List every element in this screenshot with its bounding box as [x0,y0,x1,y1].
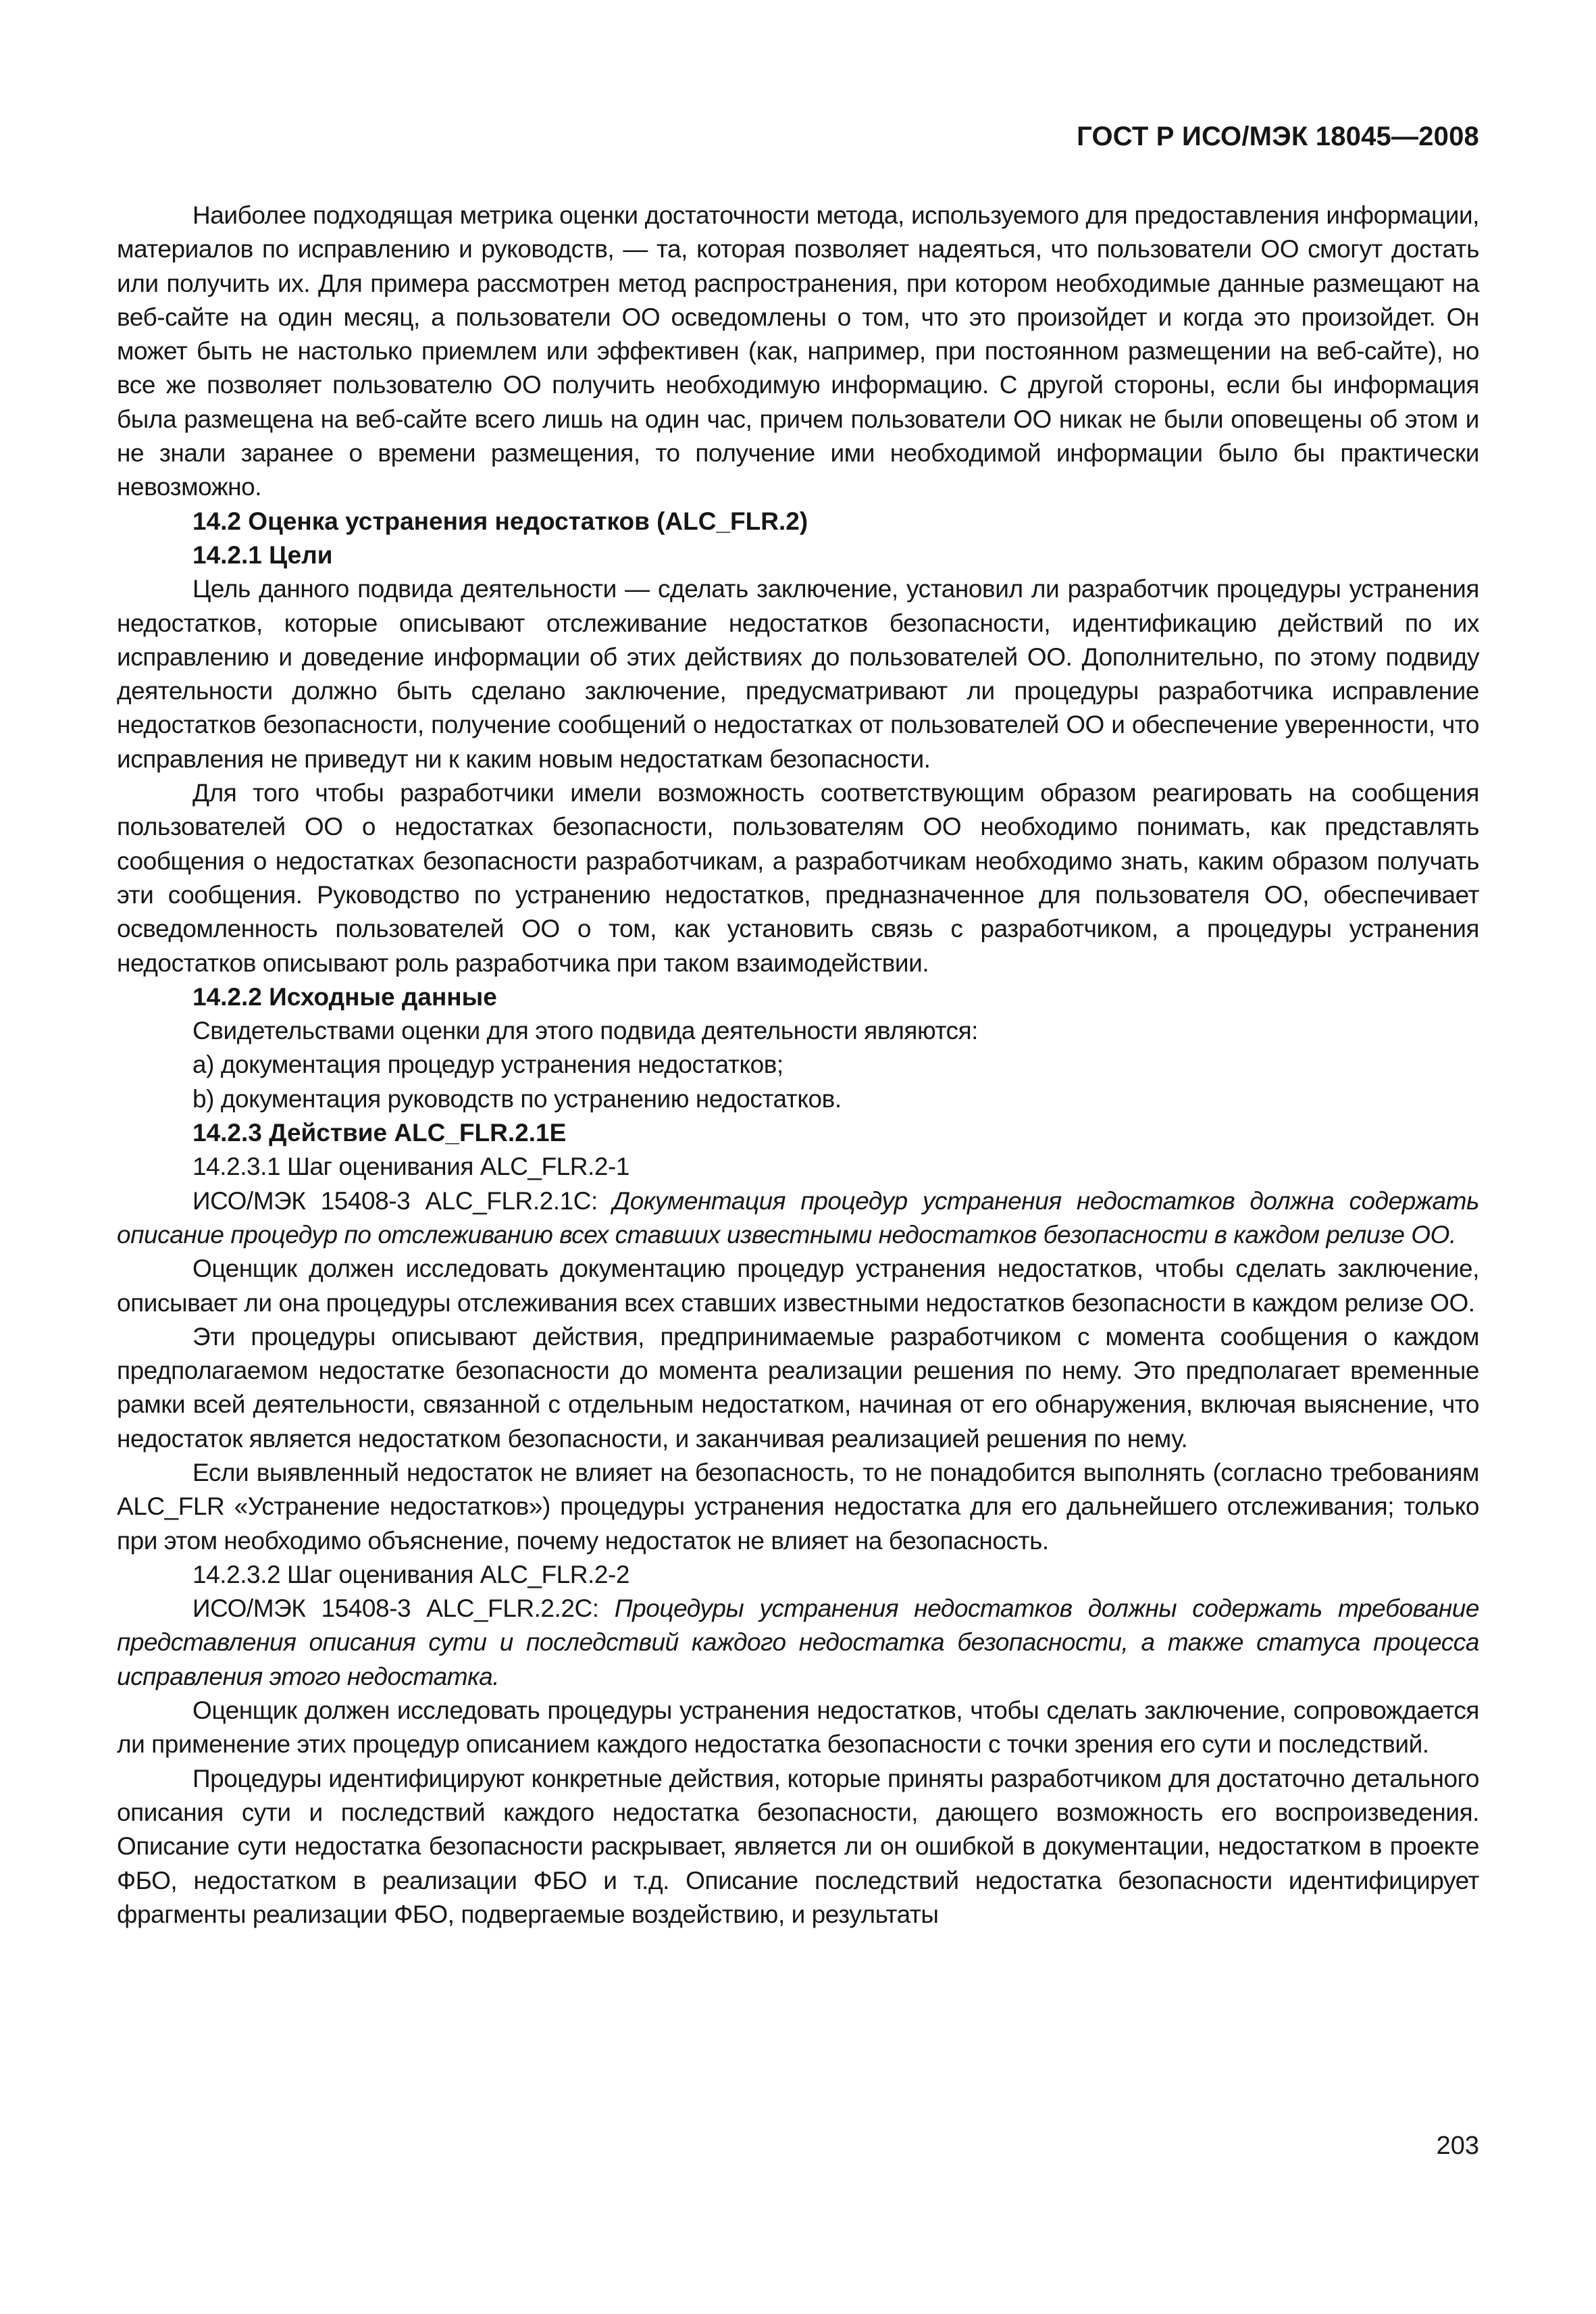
body-paragraph: Процедуры идентифицируют конкретные действия, которые приняты разработчиком для достаточно детального описания сути и последствий каждого недостатка безопасности, дающего возможность его воспроизведения. Описание сути недостатка безопасности раскрывает, является ли он ошибкой в документации, недостатком в проекте ФБО, недостатком в реализации ФБО и т.д. Описание последствий недостатка безопасности идентифицирует фрагменты реализации ФБО, подвергаемые воздействию, и результаты [117,1764,1479,1928]
body-paragraph: Если выявленный недостаток не влияет на безопасность, то не понадобится выполнять (согласно требованиям ALC_FLR «Устранение недостатков») процедуры устранения недостатка для его дальнейшего отслеживания; только при этом необходимо объяснение, почему недостаток не влияет на безопасность. [117,1458,1479,1555]
requirement-text: Процедуры устранения недостатков должны содержать требование представления описания сути и последствий каждого недостатка безопасности, а также статуса процесса исправления этого недостатка. [117,1594,1479,1690]
requirement-reference: ИСО/МЭК 15408-3 ALC_FLR.2.2C: [192,1594,615,1623]
subsection-heading: 14.2.3 Действие ALC_FLR.2.1E [192,1119,567,1147]
list-item: b) документация руководств по устранению недостатков. [192,1084,842,1113]
section-heading: 14.2 Оценка устранения недостатков (ALC_FLR.2) [192,507,808,535]
requirement-text: Документация процедур устранения недостатков должна содержать описание процедур по отслеживанию всех ставших известными недостатков безопасности в каждом релизе ОО. [117,1186,1479,1249]
requirement-reference: ИСО/МЭК 15408-3 ALC_FLR.2.1C: [192,1186,613,1215]
requirement-paragraph [117,1592,1479,1694]
body-paragraph: Цель данного подвида деятельности — сделать заключение, установил ли разработчик процедуры устранения недостатков, которые описывают отслеживание недостатков безопасности, идентификацию действий по их исправлению и доведение информации об этих действиях до пользователей ОО. Дополнительно, по этому подвиду деятельности должно быть сделано заключение, предусматривают ли процедуры разработчика исправление недостатков безопасности, получение сообщений о недостатках от пользователей ОО и обеспечение уверенности, что исправления не приведут ни к каким новым недостаткам безопасности. [117,575,1479,773]
page-number: 203 [1436,2132,1479,2160]
requirement-paragraph [117,1184,1479,1253]
list-item: a) документация процедур устранения недостатков; [192,1051,783,1079]
body-paragraph: Свидетельствами оценки для этого подвида деятельности являются: [192,1017,979,1045]
step-heading: 14.2.3.2 Шаг оценивания ALC_FLR.2-2 [192,1560,629,1588]
body-paragraph: Оценщик должен исследовать документацию процедур устранения недостатков, чтобы сделать заключение, описывает ли она процедуры отслеживания всех ставших известными недостатков безопасности в каждом релизе ОО. [117,1255,1479,1317]
document-header: ГОСТ Р ИСО/МЭК 18045—2008 [1077,122,1479,151]
step-heading: 14.2.3.1 Шаг оценивания ALC_FLR.2-1 [192,1153,629,1181]
page-body [117,199,1479,1932]
body-paragraph: Наиболее подходящая метрика оценки достаточности метода, используемого для предоставления информации, материалов по исправлению и руководств, — та, которая позволяет надеяться, что пользователи ОО смогут достать или получить их. Для примера рассмотрен метод распространения, при котором необходимые данные размещают на веб-сайте на один месяц, а пользователи ОО осведомлены о том, что это произойдет и когда это произойдет. Он может быть не настолько приемлем или эффективен (как, например, при постоянном размещении на веб-сайте), но все же позволяет пользователю ОО получить необходимую информацию. С другой стороны, если бы информация была размещена на веб-сайте всего лишь на один час, причем пользователи ОО никак не были оповещены об этом и не знали заранее о времени размещения, то получение ими необходимой информации было бы практически невозможно. [117,201,1479,501]
body-paragraph: Эти процедуры описывают действия, предпринимаемые разработчиком с момента сообщения о каждом предполагаемом недостатке безопасности до момента реализации решения по нему. Это предполагает временные рамки всей деятельности, связанной с отдельным недостатком, начиная от его обнаружения, включая выяснение, что недостаток является недостатком безопасности, и заканчивая реализацией решения по нему. [117,1322,1479,1453]
subsection-heading: 14.2.2 Исходные данные [192,982,497,1011]
body-paragraph: Для того чтобы разработчики имели возможность соответствующим образом реагировать на сообщения пользователей ОО о недостатках безопасности, пользователям ОО необходимо понимать, как представлять сообщения о недостатках безопасности разработчикам, а разработчикам необходимо знать, каким образом получать эти сообщения. Руководство по устранению недостатков, предназначенное для пользователя ОО, обеспечивает осведомленность пользователей ОО о том, как установить связь с разработчиком, а процедуры устранения недостатков описывают роль разработчика при таком взаимодействии. [117,779,1479,977]
body-paragraph: Оценщик должен исследовать процедуры устранения недостатков, чтобы сделать заключение, сопровождается ли применение этих процедур описанием каждого недостатка безопасности с точки зрения его сути и последствий. [117,1696,1479,1759]
subsection-heading: 14.2.1 Цели [192,540,333,569]
